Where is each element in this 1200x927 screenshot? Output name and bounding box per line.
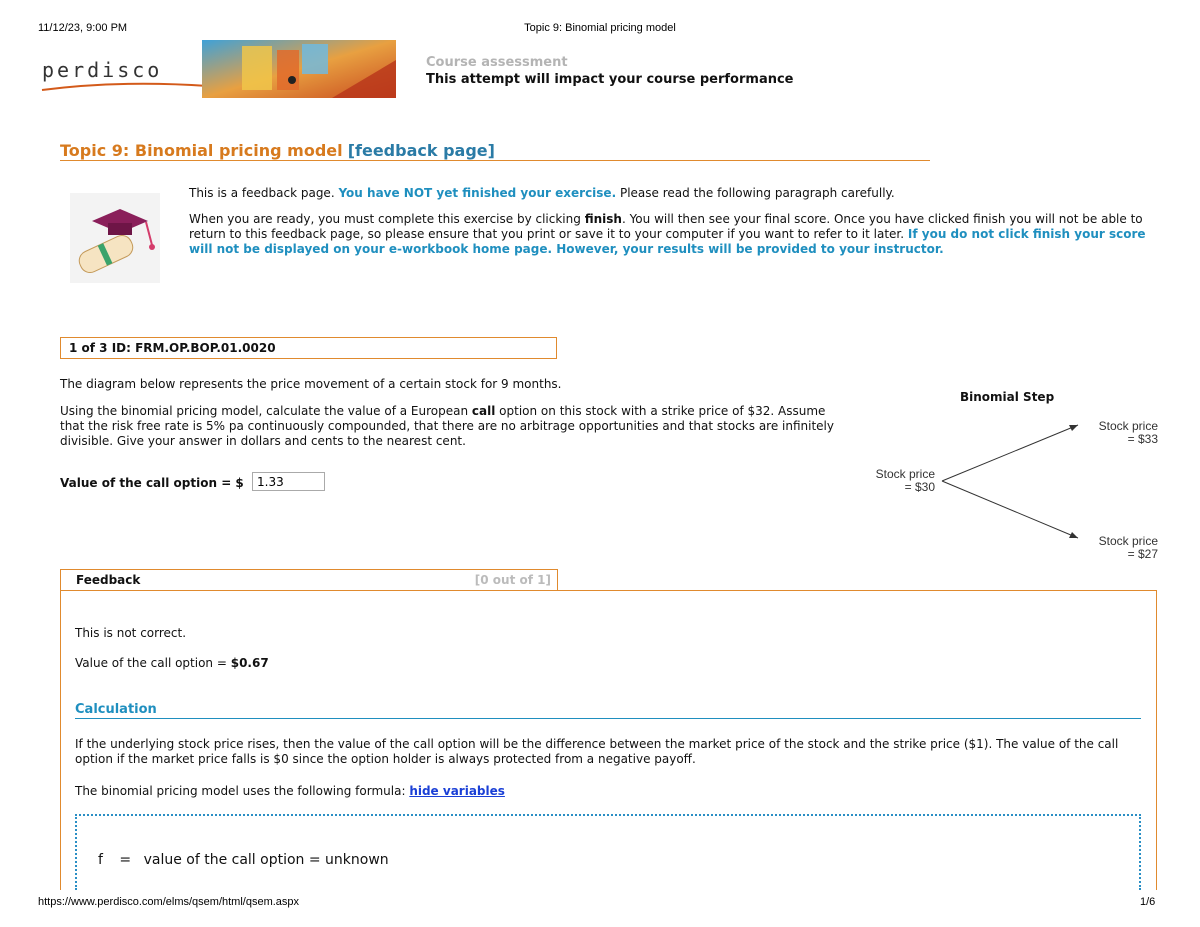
variable-row (98, 852, 389, 868)
down-price-line2: = $27 (1127, 547, 1158, 561)
page-title (60, 141, 495, 160)
up-price-label (1080, 420, 1158, 446)
correct-answer-label: Value of the call option = (75, 656, 227, 670)
question-call-word: call (471, 404, 496, 418)
formula-intro-row (75, 784, 505, 799)
formula-intro: The binomial pricing model uses the following formula: (75, 784, 406, 798)
notice-finish-word: finish (584, 212, 622, 226)
calculation-text: If the underlying stock price rises, then the value of the call option will be the difference between the market price of the stock and the strike price ($1). The value of the call option if the market price falls is $0 since the option holder is always protected from a negative payoff. (75, 737, 1119, 766)
logo-swoosh-icon (40, 80, 210, 98)
graduation-icon (70, 193, 160, 283)
hide-variables-link[interactable]: hide variables (409, 784, 505, 798)
up-price-line1: Stock price (1098, 419, 1158, 433)
variable-description: value of the call option = unknown (143, 852, 389, 868)
question-text-a: Using the binomial pricing model, calculate the value of a European (60, 404, 469, 418)
notice-text-c: Please read the following paragraph carefully. (619, 186, 895, 200)
correct-answer-row (75, 656, 269, 671)
feedback-page-link[interactable]: [feedback page] (347, 141, 495, 160)
feedback-heading: Feedback (76, 573, 141, 587)
feedback-result: This is not correct. (75, 626, 187, 640)
diagram-title: Binomial Step (960, 390, 1055, 404)
calculation-underline (75, 718, 1141, 719)
course-label: Course assessment (426, 55, 568, 70)
start-price-label (850, 468, 935, 494)
print-page-title: Topic 9: Binomial pricing model (524, 22, 676, 34)
binomial-tree-diagram (938, 416, 1088, 546)
notice-para-c: If you do not click finish your score will not be displayed on your e-workbook home page. However, your results will be provided to your instructor. (189, 227, 1146, 256)
down-price-label (1080, 535, 1158, 561)
topic-title: Topic 9: Binomial pricing model (60, 141, 343, 160)
title-underline (60, 160, 930, 161)
perdisco-logo (40, 40, 396, 98)
answer-row (60, 476, 244, 491)
print-url: https://www.perdisco.com/elms/qsem/html/qsem.aspx (38, 896, 300, 908)
feedback-header (60, 569, 558, 591)
answer-label: Value of the call option = $ (60, 476, 244, 490)
correct-answer-value: $0.67 (230, 656, 269, 670)
question-intro: The diagram below represents the price movement of a certain stock for 9 months. (60, 377, 562, 391)
question-text-b: option on this stock with a strike price of $32. Assume that the risk free rate is 5% pa continuously compounded, that there are no arbitrage opportunities and that stocks are infinitely divisible. Give your answer in dollars and cents to the nearest cent. (60, 404, 834, 448)
notice-para-b: . You will then see your final score. Once you have clicked finish you will not be able to return to this feedback page, so please ensure that you print or save it to your computer if you want to refer to it later. (189, 212, 1143, 241)
logo-banner-image (202, 40, 396, 98)
question-id-box: 1 of 3 ID: FRM.OP.BOP.01.0020 (60, 337, 557, 359)
variable-equals: = (119, 852, 132, 868)
question-text (60, 404, 850, 449)
answer-input[interactable] (252, 472, 325, 491)
notice-line (189, 186, 1149, 201)
calculation-heading: Calculation (75, 702, 157, 717)
print-page-number: 1/6 (1140, 896, 1156, 908)
print-datetime: 11/12/23, 9:00 PM (38, 22, 128, 34)
variable-symbol: f (98, 852, 103, 868)
down-price-line1: Stock price (1098, 534, 1158, 548)
start-price-line2: = $30 (904, 480, 935, 494)
up-price-line2: = $33 (1127, 432, 1158, 446)
notice-not-finished: You have NOT yet finished your exercise. (338, 186, 617, 200)
notice-text-a: This is a feedback page. (189, 186, 335, 200)
notice-paragraph (189, 212, 1151, 257)
start-price-line1: Stock price (875, 467, 935, 481)
feedback-score: [0 out of 1] (474, 573, 551, 587)
course-warning: This attempt will impact your course performance (426, 72, 794, 87)
logo-text: perdisco (42, 58, 163, 82)
notice-para-a: When you are ready, you must complete this exercise by clicking (189, 212, 581, 226)
